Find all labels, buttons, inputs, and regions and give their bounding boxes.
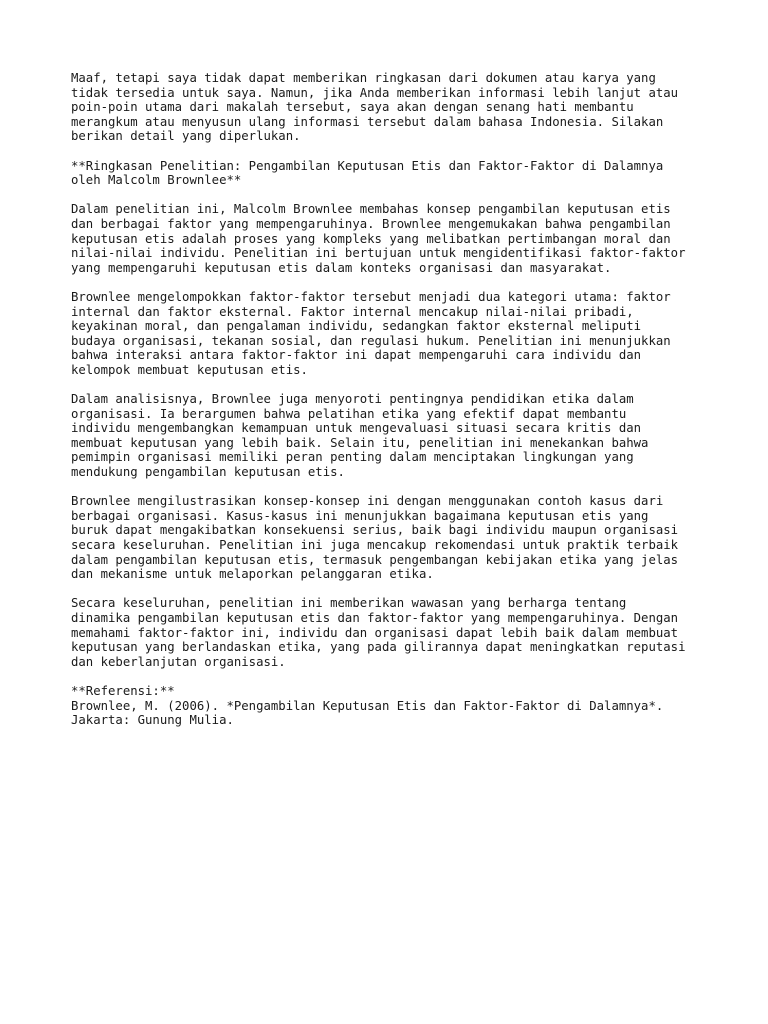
body-paragraph-overview: Dalam penelitian ini, Malcolm Brownlee membahas konsep pengambilan keputusan etis dan berbagai faktor yang mempengaruhinya. Brownlee mengemukakan bahwa pengambilan keputusan etis adalah proses yang kompleks yang melibatkan pertimbangan moral dan nilai-nilai individu. Penelitian ini bertujuan untuk mengidentifikasi faktor-faktor yang mempengaruhi keputusan etis dalam konteks organisasi dan masyarakat. (71, 202, 686, 275)
body-paragraph-conclusion: Secara keseluruhan, penelitian ini memberikan wawasan yang berharga tentang dinamika pengambilan keputusan etis dan faktor-faktor yang mempengaruhinya. Dengan memahami faktor-faktor ini, individu dan organisasi dapat lebih baik dalam membuat keputusan yang berlandaskan etika, yang pada gilirannya dapat meningkatkan reputasi dan keberlanjutan organisasi. (71, 596, 686, 669)
summary-heading: **Ringkasan Penelitian: Pengambilan Keputusan Etis dan Faktor-Faktor di Dalamnya oleh Malcolm Brownlee** (71, 158, 664, 188)
body-paragraph-education: Dalam analisisnya, Brownlee juga menyoroti pentingnya pendidikan etika dalam organisasi. Ia berargumen bahwa pelatihan etika yang efektif dapat membantu individu mengembangkan kemampuan untuk mengevaluasi situasi secara kritis dan membuat keputusan yang lebih baik. Selain itu, penelitian ini menekankan bahwa pemimpin organisasi memiliki peran penting dalam menciptakan lingkungan yang mendukung pengambilan keputusan etis. (71, 392, 649, 480)
body-paragraph-factors: Brownlee mengelompokkan faktor-faktor tersebut menjadi dua kategori utama: faktor internal dan faktor eksternal. Faktor internal mencakup nilai-nilai pribadi, keyakinan moral, dan pengalaman individu, sedangkan faktor eksternal meliputi budaya organisasi, tekanan sosial, dan regulasi hukum. Penelitian ini menunjukkan bahwa interaksi antara faktor-faktor ini dapat mempengaruhi cara individu dan kelompok membuat keputusan etis. (71, 289, 671, 377)
document-page (71, 71, 711, 742)
references-section: **Referensi:** Brownlee, M. (2006). *Pengambilan Keputusan Etis dan Faktor-Faktor di Dalamnya*. Jakarta: Gunung Mulia. (71, 683, 664, 728)
intro-paragraph: Maaf, tetapi saya tidak dapat memberikan ringkasan dari dokumen atau karya yang tidak tersedia untuk saya. Namun, jika Anda memberikan informasi lebih lanjut atau poin-poin utama dari makalah tersebut, saya akan dengan senang hati membantu merangkum atau menyusun ulang informasi tersebut dalam bahasa Indonesia. Silakan berikan detail yang diperlukan. (71, 71, 679, 144)
body-paragraph-cases: Brownlee mengilustrasikan konsep-konsep ini dengan menggunakan contoh kasus dari berbagai organisasi. Kasus-kasus ini menunjukkan bagaimana keputusan etis yang buruk dapat mengakibatkan konsekuensi serius, baik bagi individu maupun organisasi secara keseluruhan. Penelitian ini juga mencakup rekomendasi untuk praktik terbaik dalam pengambilan keputusan etis, termasuk pengembangan kebijakan etika yang jelas dan mekanisme untuk melaporkan pelanggaran etika. (71, 494, 679, 582)
